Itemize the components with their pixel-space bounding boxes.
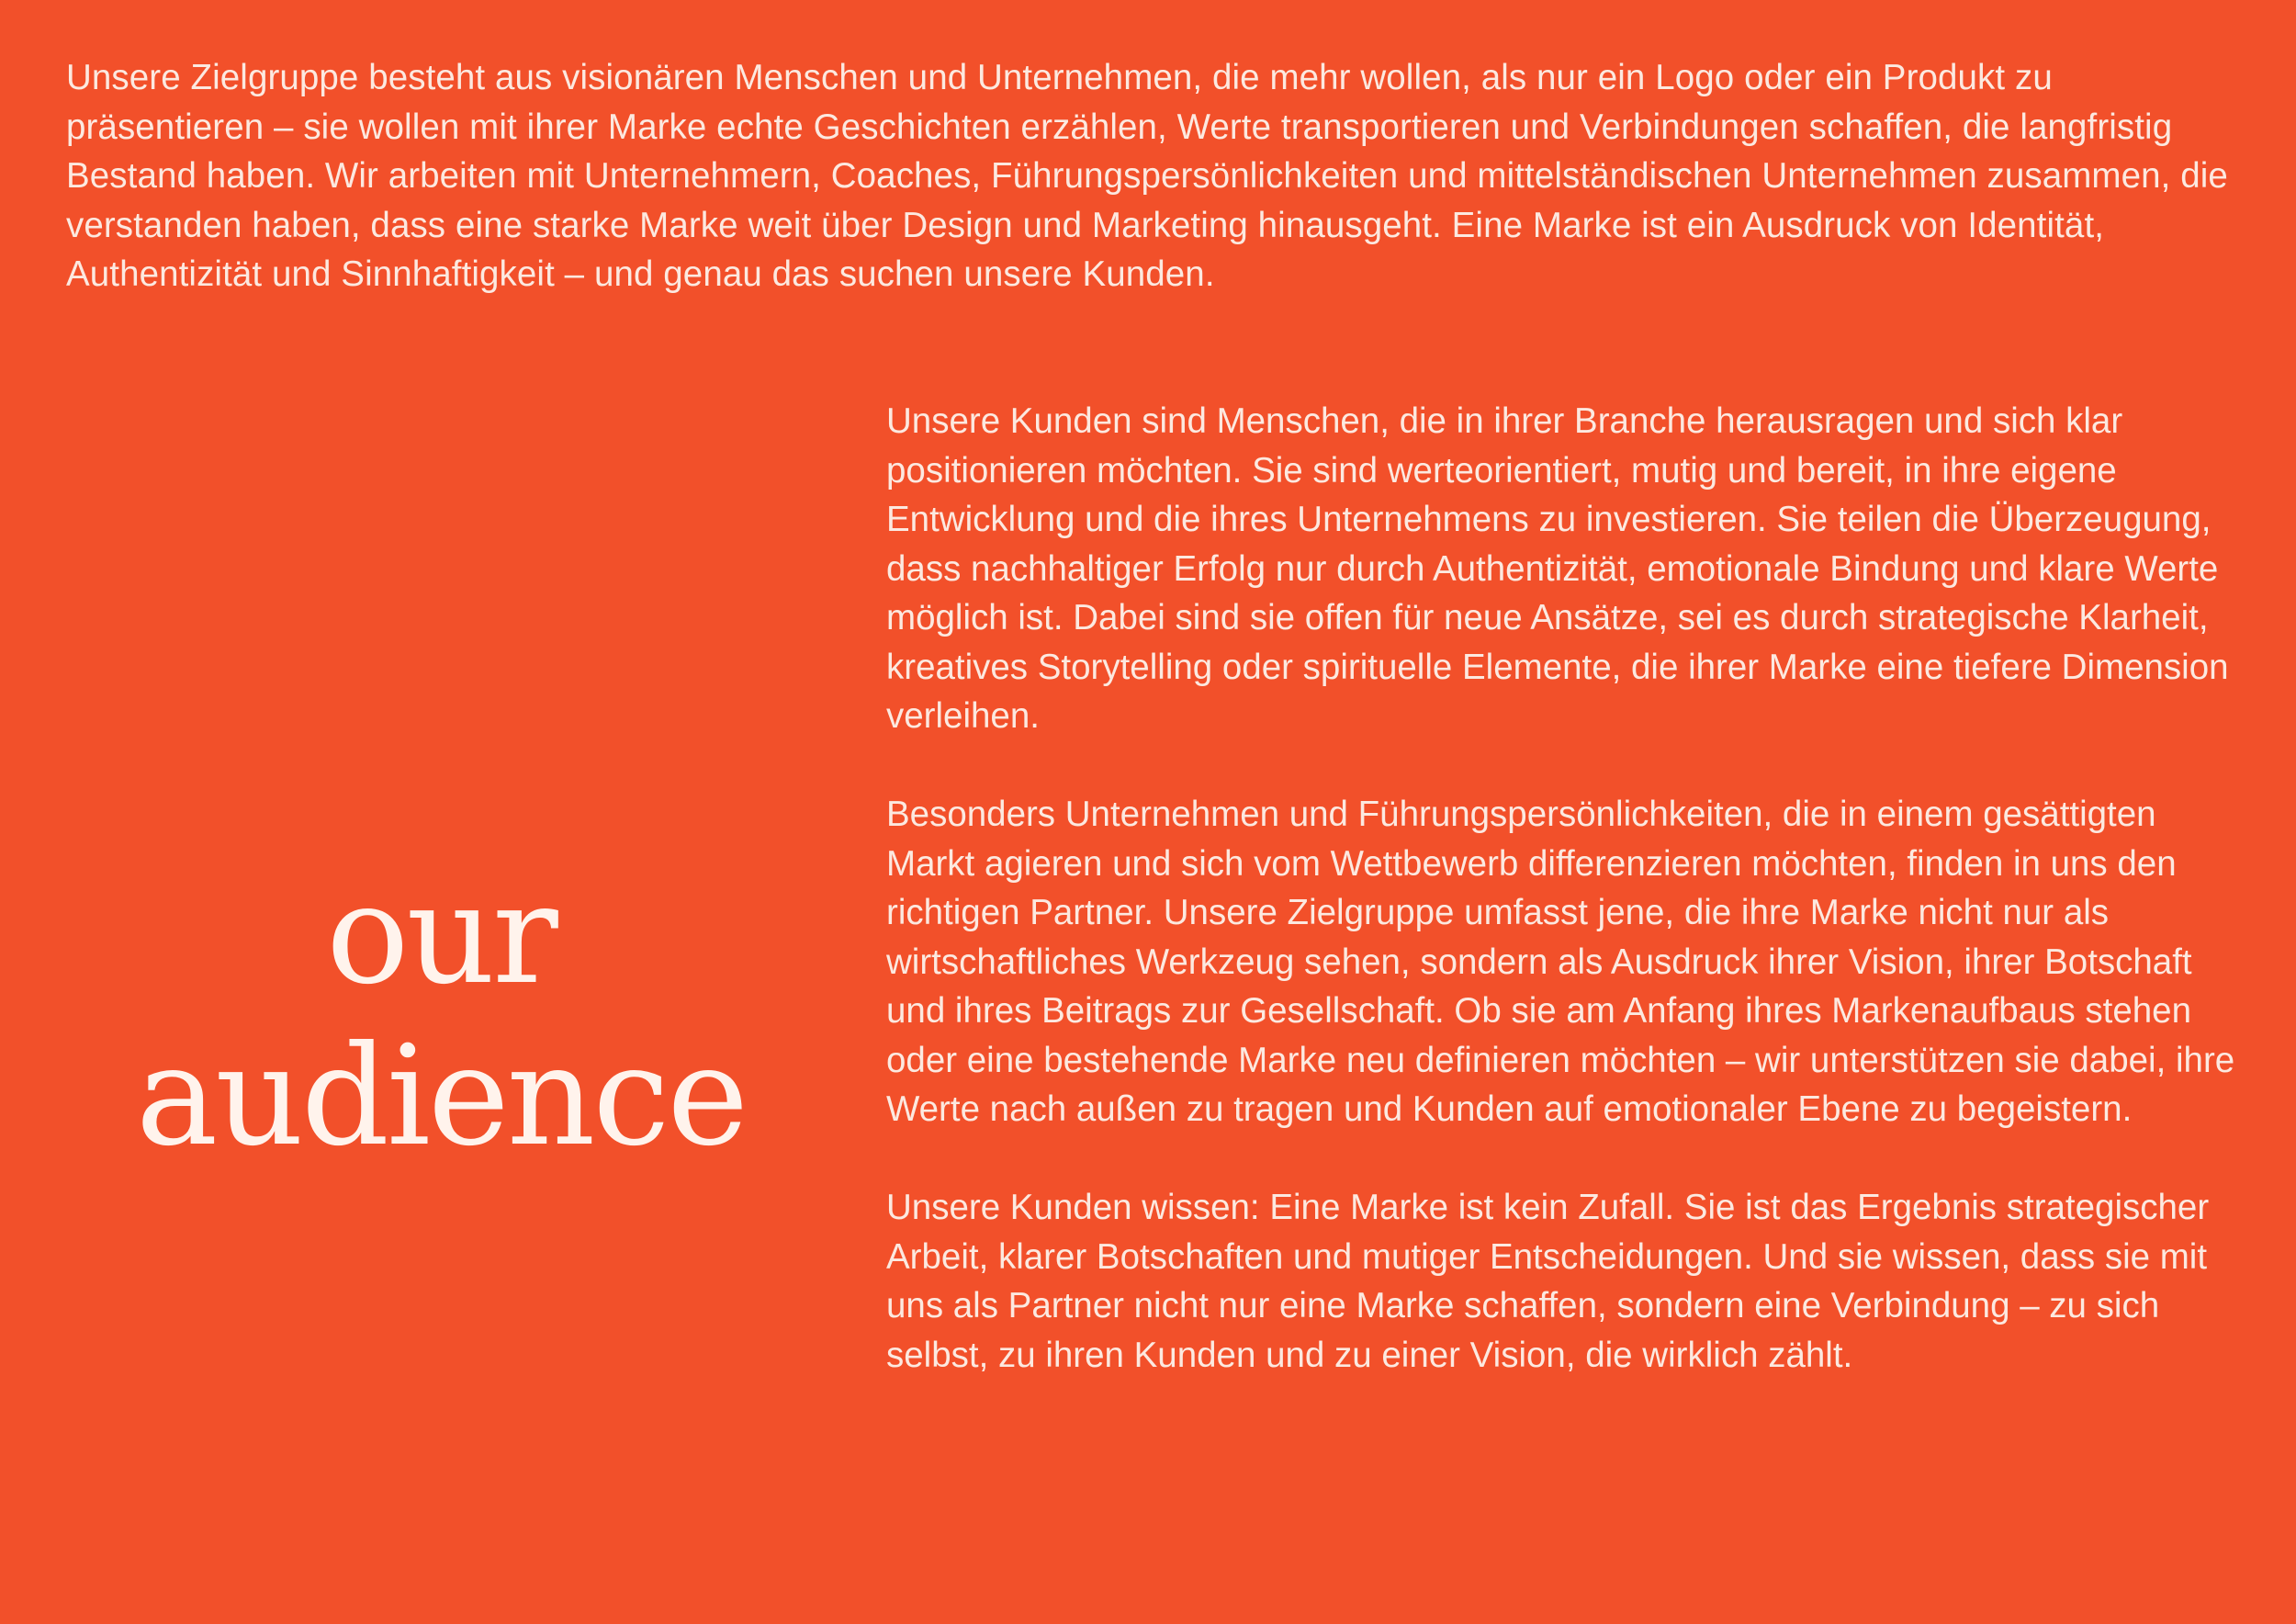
- intro-paragraph: Unsere Zielgruppe besteht aus visionären Menschen und Unternehmen, die mehr wollen, als nur ein Logo oder ein Produkt zu präsentieren – sie wollen mit ihrer Marke echte Geschichten erzählen, Werte transportieren und Verbindungen schaffen, die langfristig Bestand haben. Wir arbeiten mit Unternehmern, Coaches, Führungspersönlichkeiten und mittelständischen Unternehmen zusammen, die verstanden haben, dass eine starke Marke weit über Design und Marketing hinausgeht. Eine Marke ist ein Ausdruck von Identität, Authentizität und Sinnhaftigkeit – und genau das suchen unsere Kunden.: [66, 58, 2228, 294]
- headline-line-our: our: [326, 855, 556, 1015]
- section-headline: [55, 854, 827, 1178]
- body-text-column: [886, 397, 2236, 1429]
- body-paragraph-1: Unsere Kunden sind Menschen, die in ihrer Branche herausragen und sich klar positionieren möchten. Sie sind werteorientiert, mutig und bereit, in ihre eigene Entwicklung und die ihres Unternehmens zu investieren. Sie teilen die Überzeugung, dass nachhaltiger Erfolg nur durch Authentizität, emotionale Bindung und klare Werte möglich ist. Dabei sind sie offen für neue Ansätze, sei es durch strategische Klarheit, kreatives Storytelling oder spirituelle Elemente, die ihrer Marke eine tiefere Dimension verleihen.: [886, 401, 2229, 736]
- body-paragraph-2: Besonders Unternehmen und Führungspersönlichkeiten, die in einem gesättigten Markt agieren und sich vom Wettbewerb differenzieren möchten, finden in uns den richtigen Partner. Unsere Zielgruppe umfasst jene, die ihre Marke nicht nur als wirtschaftliches Werkzeug sehen, sondern als Ausdruck ihrer Vision, ihrer Botschaft und ihres Beitrags zur Gesellschaft. Ob sie am Anfang ihres Markenaufbaus stehen oder eine bestehende Marke neu definieren möchten – wir unterstützen sie dabei, ihre Werte nach außen zu tragen und Kunden auf emotionaler Ebene zu begeistern.: [886, 795, 2235, 1129]
- body-paragraph-3: Unsere Kunden wissen: Eine Marke ist kein Zufall. Sie ist das Ergebnis strategischer Arbeit, klarer Botschaften und mutiger Entscheidungen. Und sie wissen, dass sie mit uns als Partner nicht nur eine Marke schaffen, sondern eine Verbindung – zu sich selbst, zu ihren Kunden und zu einer Vision, die wirklich zählt.: [886, 1188, 2210, 1375]
- headline-line-audience: audience: [135, 1017, 747, 1177]
